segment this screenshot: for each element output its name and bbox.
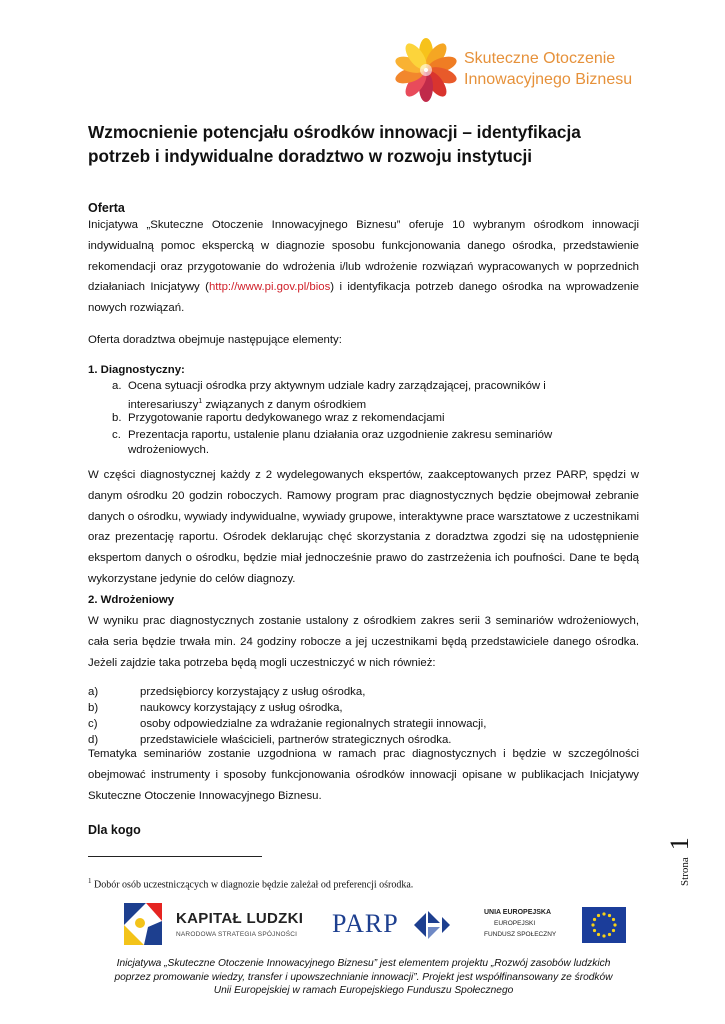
wdroz-item-a <box>88 685 365 700</box>
wdroz-paragraph: W wyniku prac diagnostycznych zostanie ustalony z ośrodkiem zakres serii 3 seminariów wdrożeniowych, cała seria będzie trwała min. 24 godziny robocze a jej uczestnikami będą przedstawiciele danego ośrodka. Jeżeli zajdzie taka potrzeba będą mogli uczestniczyć w nich również: <box>88 615 639 669</box>
sobi-logo-icon <box>394 38 458 102</box>
list-heading-wdrozeniowy: 2. Wdrożeniowy <box>88 594 175 606</box>
eu-stars-icon <box>582 907 626 943</box>
diag-item-b-text: Przygotowanie raportu dedykowanego wraz z rekomendacjami <box>128 412 445 424</box>
diag-item-a-cont-2: związanych z danym ośrodkiem <box>202 398 367 411</box>
page-number <box>665 836 695 906</box>
diag-item-a-label: a. <box>112 380 122 392</box>
kapital-ludzki-logo <box>118 895 308 951</box>
page-number-inner <box>665 837 695 886</box>
wdroz-item-b <box>88 701 343 716</box>
page-number-value: 1 <box>665 837 694 851</box>
oferta-text-2: ) i identyfikacja potrzeb danego ośrodka na wprowadzenie nowych rozwiązań. <box>88 281 639 315</box>
logo-line-1: Skuteczne Otoczenie <box>464 50 616 67</box>
oferta-text-1: Inicjatywa „Skuteczne Otoczenie Innowacyjnego Biznesu” oferuje 10 wybranym ośrodkom innowacji indywidualną pomoc ekspercką w diagnozie sposobu funkcjonowania danego ośrodka, przedstawienie rekomendacji oraz przygotowanie do wdrożenia i/lub wdrożenie rozwiązań wypracowanych w poprzednich działaniach Inicjatywy ( <box>88 219 639 294</box>
oferta-paragraph <box>88 215 639 319</box>
kapital-ludzki-title: KAPITAŁ LUDZKI <box>176 910 304 927</box>
list-heading-diagnostyczny: 1. Diagnostyczny: <box>88 364 185 376</box>
kapital-ludzki-subtitle: NARODOWA STRATEGIA SPÓJNOŚCI <box>176 931 298 938</box>
logo-text <box>464 48 632 90</box>
title-line-2: potrzeb i indywidualne doradztwo w rozwoju instytucji <box>88 146 533 166</box>
document-title <box>88 120 648 168</box>
footer-note <box>88 957 639 998</box>
footnote <box>88 877 413 890</box>
footer-note-line-2: poprzez promowanie wiedzy, transfer i upowszechnianie innowacji”. Projekt jest współfinansowany ze środków <box>114 971 613 983</box>
eu-line-1: UNIA EUROPEJSKA <box>484 909 552 916</box>
eu-logo <box>484 903 630 947</box>
diag-item-c <box>112 428 632 443</box>
footnote-marker: 1 <box>88 877 92 885</box>
diag-item-b-label: b. <box>112 412 122 424</box>
eu-flag-icon <box>582 907 626 943</box>
page-label: Strona <box>679 857 691 886</box>
parp-icon <box>412 907 452 943</box>
wdroz-paragraph-2: Tematyka seminariów zostanie uzgodniona w ramach prac diagnostycznych i będzie w szczególności obejmować instrumenty i sposoby funkcjonowania ośrodków innowacji opisane w publikacjach Inicjatywy Skuteczne Otoczenie Innowacyjnego Biznesu. <box>88 748 639 802</box>
wdroz-item-c <box>88 717 486 732</box>
section-heading-dla-kogo: Dla kogo <box>88 823 141 837</box>
parp-text: PARP <box>332 909 399 938</box>
footer-note-line-3: Unii Europejskiej w ramach Europejskiego Funduszu Społecznego <box>213 985 514 996</box>
footnote-divider <box>88 856 262 857</box>
footer-logos <box>118 895 628 951</box>
wdroz-item-b-label: b) <box>88 702 99 714</box>
diag-item-b <box>112 411 632 426</box>
diag-item-a-text: Ocena sytuacji ośrodka przy aktywnym udziale kadry zarządzającej, pracowników i <box>128 380 546 392</box>
wdroz-item-d-text: przedstawiciele właścicieli, partnerów strategicznych ośrodka. <box>140 734 452 746</box>
diag-item-a <box>112 379 632 394</box>
kapital-ludzki-icon <box>118 897 168 949</box>
footer-note-line-1: Inicjatywa „Skuteczne Otoczenie Innowacyjnego Biznesu” jest elementem projektu „Rozwój zasobów ludzkich <box>116 958 611 969</box>
wdroz-item-a-label: a) <box>88 686 99 698</box>
wdroz-item-c-text: osoby odpowiedzialne za wdrażanie regionalnych strategii innowacji, <box>140 718 487 730</box>
diag-item-c-label: c. <box>112 429 121 441</box>
wdroz-item-a-text: przedsiębiorcy korzystający z usług ośrodka, <box>140 686 366 698</box>
wdroz-item-d-label: d) <box>88 734 99 746</box>
wdroz-item-b-text: naukowcy korzystający z usług ośrodka, <box>140 702 343 714</box>
title-line-1: Wzmocnienie potencjału ośrodków innowacji – identyfikacja <box>88 122 581 142</box>
parp-logo <box>332 903 462 947</box>
diag-item-a-cont <box>128 394 366 413</box>
footnote-ref[interactable]: 1 <box>198 398 203 405</box>
logo-line-2: Innowacyjnego Biznesu <box>464 71 633 88</box>
diag-item-c-text: Prezentacja raportu, ustalenie planu działania oraz uzgodnienie zakresu seminariów <box>128 429 553 441</box>
section-heading-oferta: Oferta <box>88 201 125 215</box>
footnote-text: Dobór osób uczestniczących w diagnozie będzie zależał od preferencji ośrodka. <box>91 879 414 891</box>
diag-item-c-cont: wdrożeniowych. <box>128 444 210 456</box>
diag-paragraph: W części diagnostycznej każdy z 2 wydelegowanych ekspertów, zaakceptowanych przez PARP, spędzi w danym ośrodku 20 godzin roboczych. Ramowy program prac diagnostycznych będzie obejmował zebranie danych o ośrodku, wywiady indywidualne, wywiady grupowe, interaktywne prace warsztatowe z uczestnikami oraz prezentację raportu. Ośrodek deklarując chęć skorzystania z doradztwa zgodzi się na udostępnienie ekspertom danych o ośrodku, będzie miał jednocześnie prawo do zastrzeżenia ich poufności. Dane te będą wykorzystane jedynie do celów diagnozy. <box>88 469 639 585</box>
diag-item-a-cont-1: interesariuszy <box>128 398 199 411</box>
eu-line-2: EUROPEJSKI <box>494 920 536 927</box>
sobi-logo <box>394 38 644 102</box>
wdroz-item-c-label: c) <box>88 718 98 730</box>
eu-line-3: FUNDUSZ SPOŁECZNY <box>484 931 557 938</box>
bios-link[interactable]: http://www.pi.gov.pl/bios <box>208 281 331 294</box>
oferta-intro: Oferta doradztwa obejmuje następujące elementy: <box>88 334 342 346</box>
